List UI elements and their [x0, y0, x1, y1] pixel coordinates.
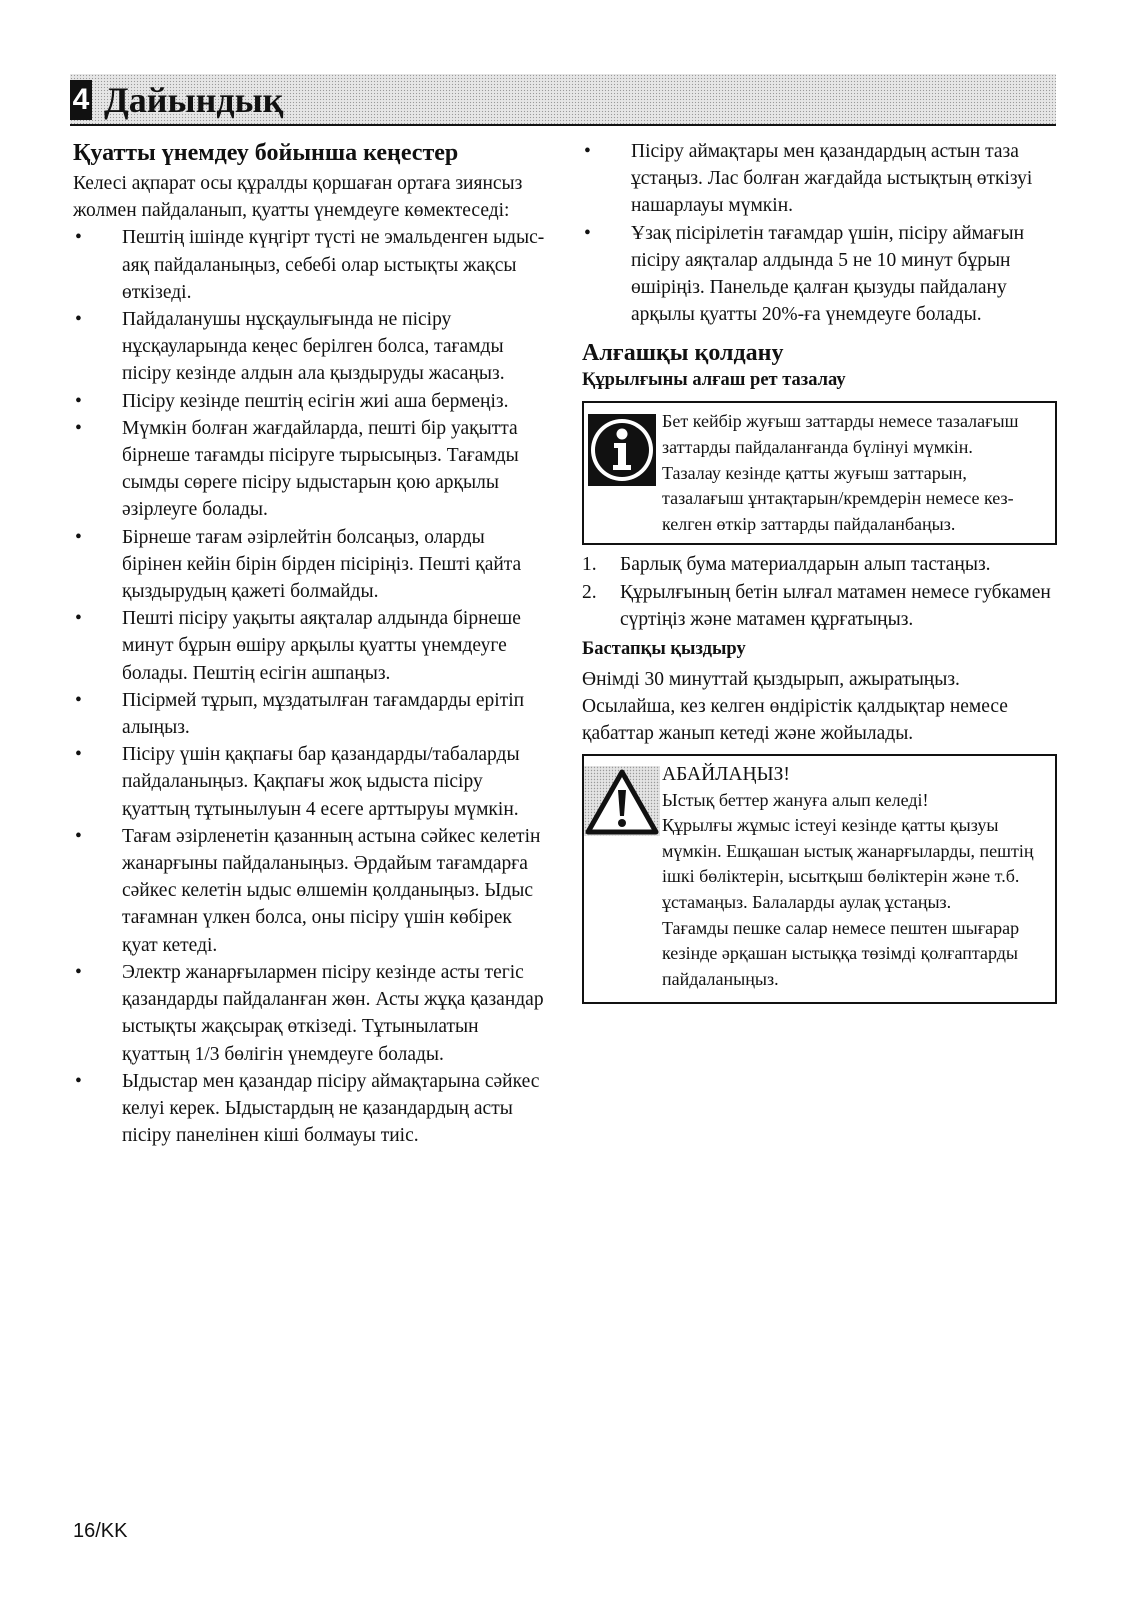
initial-heating-heading: Бастапқы қыздыру — [582, 639, 746, 659]
list-item: • Ұзақ пісірілетін тағамдар үшін, пісіру аймағын пісіру аяқталар алдында 5 не 10 минут бұрын өшіріңіз. Панельде қалған қызуды пайдалану арқылы қуатты 20%-ға үнемдеуге болады. — [584, 222, 1025, 326]
info-note-box — [582, 401, 1057, 545]
energy-saving-list-continued — [582, 138, 1057, 328]
list-item: • Пісіру үшін қақпағы бар қазандарды/табаларды пайдаланыңыз. Қақпағы жоқ ыдыста пісіру қуаттың тұтынылуын 4 есеге арттыруы мүмкін. — [75, 744, 520, 820]
list-item: • Пешті пісіру уақыты аяқталар алдында бірнеше минут бұрын өшіру арқылы қуатты үнемдеуге болады. Пештің есігін ашпаңыз. — [75, 608, 521, 684]
list-item: • Тағам әзірленетін қазанның астына сәйкес келетін жанарғыны пайдаланыңыз. Әрдайым тағамдарға сәйкес келетін ыдыс өлшемін қолданыңыз. Ыдыс тағамнан үлкен болса, оны пісіру үшін көбірек қуат кетеді. — [75, 825, 541, 956]
list-item: • Мүмкін болған жағдайларда, пешті бір уақытта бірнеше тағамды пісіруге тырысыңыз. Тағамды сымды сөреге пісіру ыдыстарын қою арқылы әзірлеуге болады. — [75, 417, 519, 521]
warning-title: АБАЙЛАҢЫЗ! — [662, 763, 790, 785]
list-item: • Бірнеше тағам әзірлейтін болсаңыз, оларды бірінен кейін бірін бірден пісіріңіз. Пешті қайта қыздырудың қажеті болмайды. — [75, 526, 522, 603]
energy-saving-heading: Қуатты үнемдеу бойынша кеңестер — [73, 140, 459, 166]
energy-saving-list — [73, 224, 548, 1149]
step-item: 2. Құрылғының бетін ылғал матамен немесе губкамен сүртіңіз және матамен құрғатыңыз. — [582, 581, 1051, 630]
info-icon — [584, 409, 660, 537]
cleaning-steps — [582, 551, 1057, 633]
list-item: • Пайдаланушы нұсқаулығында не пісіру нұсқауларында кеңес берілген болса, тағамды пісіру кезінде алдын ала қыздыруды жасаңыз. — [75, 309, 505, 385]
page-number: 16/KK — [73, 1520, 128, 1542]
initial-heating-text: Өнімді 30 минуттай қыздырып, ажыратыңыз. Осылайша, кез келген өндірістік қалдықтар немесе қабаттар жанып кетеді және жойылады. — [582, 669, 1008, 745]
list-item: • Пісірмей тұрып, мұздатылған тағамдарды ерітіп алыңыз. — [75, 689, 525, 739]
warning-paragraph: Тағамды пешке салар немесе пештен шығарар кезінде әрқашан ыстыққа төзімді қолғаптарды пайдаланыңыз. — [662, 917, 1020, 989]
left-column — [73, 138, 548, 1149]
note-paragraph: Тазалау кезінде қатты жуғыш заттарын, тазалағыш ұнтақтарын/кремдерін немесе кез-келген өткір заттарды пайдаланбаңыз. — [662, 462, 1014, 534]
warning-icon — [584, 762, 660, 993]
first-use-heading: Алғашқы қолдану — [582, 340, 784, 367]
list-item: • Пісіру кезінде пештің есігін жиі аша бермеңіз. — [75, 390, 509, 412]
warning-box — [582, 754, 1057, 1005]
right-column — [582, 138, 1057, 1004]
list-item: • Пештің ішінде күңгірт түсті не эмальденген ыдыс-аяқ пайдаланыңыз, себебі олар ыстықты жақсы өткізеді. — [75, 227, 545, 303]
list-item: • Пісіру аймақтары мен қазандардың астын таза ұстаңыз. Лас болған жағдайда ыстықтың өткізуі нашарлауы мүмкін. — [584, 141, 1033, 217]
first-clean-heading: Құрылғыны алғаш рет тазалау — [582, 370, 846, 391]
warning-paragraph: Ыстық беттер жануға алып келеді! — [662, 789, 929, 810]
step-item: 1. Барлық бума материалдарын алып тастаңыз. — [582, 554, 991, 576]
warning-paragraph: Құрылғы жұмыс істеуі кезінде қатты қызуы мүмкін. Ешқашан ыстық жанарғыларды, пештің ішкі бөліктерін, ысытқыш бөліктерін және т.б. ұстамаңыз. Балаларды аулақ ұстаңыз. — [662, 815, 1034, 912]
energy-saving-intro: Келесі ақпарат осы құралды қоршаған ортаға зиянсыз жолмен пайдаланып, қуатты үнемдеуге көмектеседі: — [73, 173, 523, 222]
chapter-title: Дайындық — [104, 80, 284, 120]
list-item: • Электр жанарғылармен пісіру кезінде асты тегіс қазандарды пайдаланған жөн. Асты жұқа қазандар ыстықты жақсырақ өткізеді. Тұтынылатын қуаттың 1/3 бөлігін үнемдеуге болады. — [75, 961, 544, 1065]
chapter-number: 4 — [70, 80, 92, 120]
list-item: • Ыдыстар мен қазандар пісіру аймақтарына сәйкес келуі керек. Ыдыстардың не қазандардың асты пісіру панелінен кіші болмауы тиіс. — [75, 1070, 540, 1147]
note-paragraph: Бет кейбір жуғыш заттарды немесе тазалағыш заттарды пайдаланғанда бүлінуі мүмкін. — [662, 411, 1019, 458]
chapter-header — [70, 74, 1056, 126]
